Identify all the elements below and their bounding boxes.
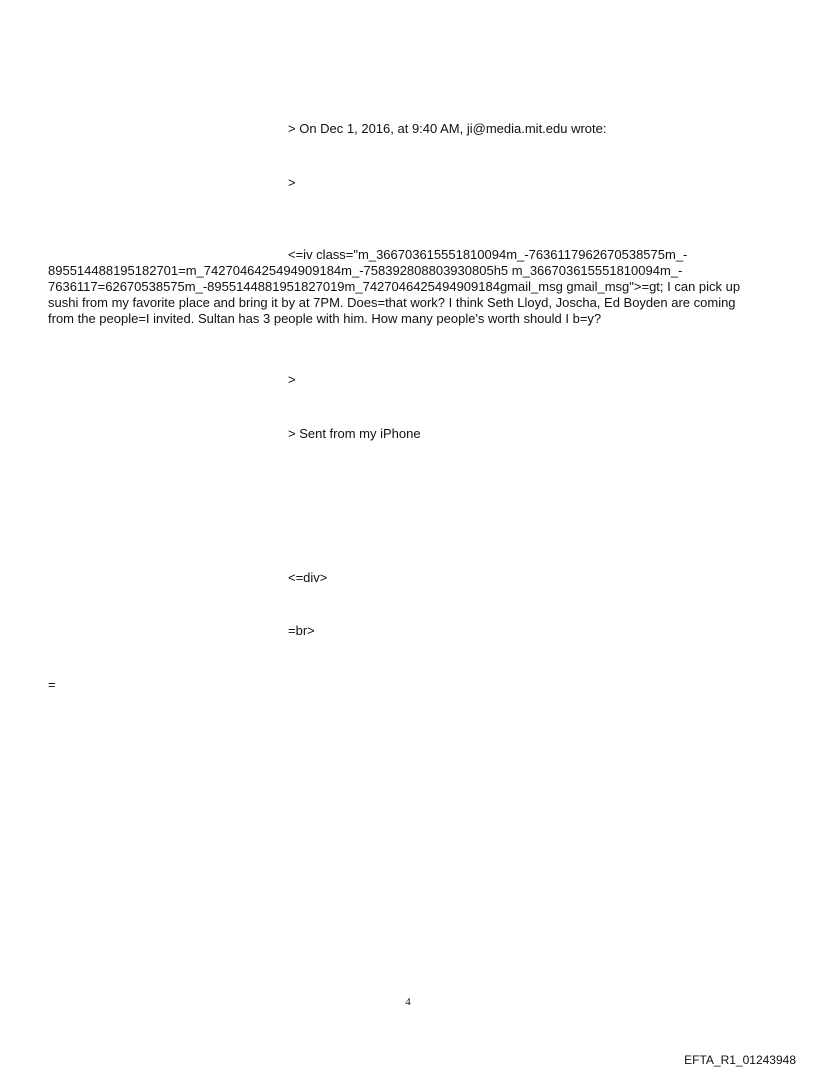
html-div-tag: <=div> [288, 570, 328, 585]
quote-marker: > [288, 372, 296, 387]
email-quote-header: > On Dec 1, 2016, at 9:40 AM, ji@media.mit.edu wrote: [288, 121, 607, 136]
email-signature: > Sent from my iPhone [288, 426, 421, 441]
html-br-tag: =br> [288, 623, 315, 638]
quote-marker: > [288, 175, 296, 190]
trailing-equals: = [48, 677, 56, 692]
document-id: EFTA_R1_01243948 [684, 1053, 796, 1067]
html-fragment-first-line: <=iv class="m_366703615551810094m_-7636117962670538575m_- [288, 247, 688, 262]
page-number: 4 [405, 996, 411, 1008]
email-html-fragment [48, 247, 764, 327]
html-fragment-body: 895514488195182701=m_7427046425494909184m_-758392808803930805h5 m_366703615551810094m_- 7636117=62670538575m_-8955144881951827019m_7427046425494909184gmail_msg gmail_msg">=gt; I can pick up sushi from my favorite place and bring it by at 7PM. Does=that work? I think Seth Lloyd, Joscha, Ed Boyden are coming from the people=I invited. Sultan has 3 people with him. How many people's worth should I b=y? [48, 263, 741, 326]
